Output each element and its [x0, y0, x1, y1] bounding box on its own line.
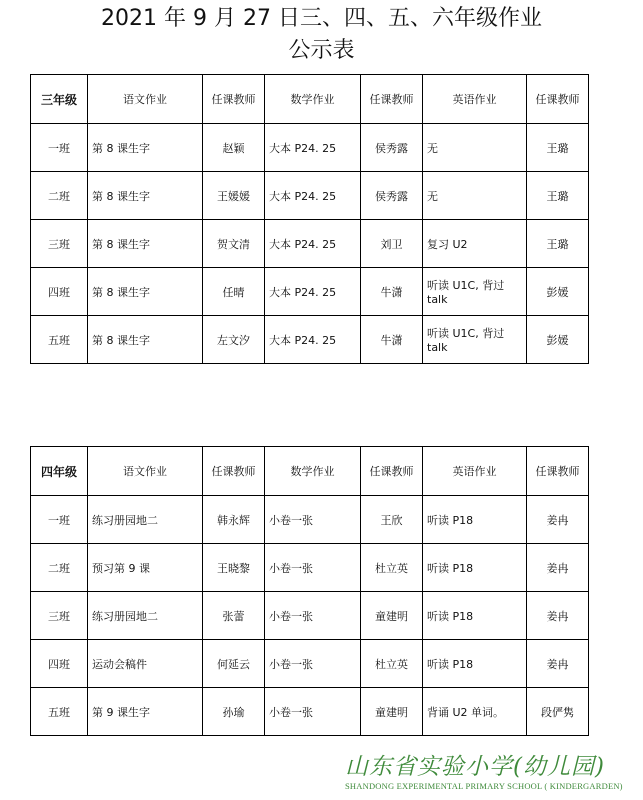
- table-header-row: [31, 447, 589, 496]
- english-teacher-cell: 彭媛: [527, 316, 589, 364]
- header-teacher: 任课教师: [361, 447, 423, 496]
- math-teacher-cell: 童建明: [361, 592, 423, 640]
- english-teacher-cell: 段俨隽: [527, 688, 589, 736]
- table-row: [31, 544, 589, 592]
- chinese-teacher-cell: 孙瑜: [203, 688, 265, 736]
- header-teacher: 任课教师: [527, 447, 589, 496]
- math-teacher-cell: 王欣: [361, 496, 423, 544]
- chinese-teacher-cell: 张蕾: [203, 592, 265, 640]
- chinese-teacher-cell: 何延云: [203, 640, 265, 688]
- header-teacher: 任课教师: [527, 75, 589, 124]
- math-teacher-cell: 牛潇: [361, 268, 423, 316]
- table-row: [31, 496, 589, 544]
- math-teacher-cell: 杜立英: [361, 640, 423, 688]
- page-title: 2021 年 9 月 27 日三、四、五、六年级作业: [101, 6, 542, 31]
- english-teacher-cell: 王璐: [527, 172, 589, 220]
- table-row: [31, 172, 589, 220]
- header-english: 英语作业: [423, 75, 527, 124]
- english-hw-cell: 无: [423, 172, 527, 220]
- table-row: [31, 640, 589, 688]
- header-chinese: 语文作业: [88, 447, 203, 496]
- english-teacher-cell: 姜冉: [527, 640, 589, 688]
- english-hw-cell: 听读 U1C, 背过 talk: [423, 268, 527, 316]
- english-hw-cell: 背诵 U2 单词。: [423, 688, 527, 736]
- math-hw-cell: 小卷一张: [265, 640, 361, 688]
- chinese-hw-cell: 运动会稿件: [88, 640, 203, 688]
- math-hw-cell: 大本 P24. 25: [265, 124, 361, 172]
- header-teacher: 任课教师: [203, 447, 265, 496]
- math-teacher-cell: 牛潇: [361, 316, 423, 364]
- chinese-teacher-cell: 左文汐: [203, 316, 265, 364]
- chinese-hw-cell: 第 8 课生字: [88, 268, 203, 316]
- english-teacher-cell: 姜冉: [527, 496, 589, 544]
- table-row: [31, 316, 589, 364]
- grade-label: 四年级: [31, 447, 88, 496]
- class-cell: 四班: [31, 640, 88, 688]
- class-cell: 二班: [31, 172, 88, 220]
- chinese-hw-cell: 第 8 课生字: [88, 220, 203, 268]
- school-name-en: SHANDONG EXPERIMENTAL PRIMARY SCHOOL ( KINDERGARDEN): [345, 781, 623, 791]
- math-teacher-cell: 童建明: [361, 688, 423, 736]
- math-teacher-cell: 侯秀露: [361, 124, 423, 172]
- table-row: [31, 220, 589, 268]
- table-row: [31, 592, 589, 640]
- chinese-hw-cell: 第 8 课生字: [88, 172, 203, 220]
- class-cell: 一班: [31, 496, 88, 544]
- grade-label: 三年级: [31, 75, 88, 124]
- english-hw-cell: 听读 P18: [423, 544, 527, 592]
- chinese-hw-cell: 第 8 课生字: [88, 124, 203, 172]
- chinese-teacher-cell: 韩永辉: [203, 496, 265, 544]
- math-hw-cell: 大本 P24. 25: [265, 172, 361, 220]
- english-hw-cell: 听读 P18: [423, 640, 527, 688]
- english-hw-cell: 复习 U2: [423, 220, 527, 268]
- math-hw-cell: 小卷一张: [265, 496, 361, 544]
- class-cell: 三班: [31, 592, 88, 640]
- table-row: [31, 688, 589, 736]
- chinese-teacher-cell: 王晓黎: [203, 544, 265, 592]
- header-chinese: 语文作业: [88, 75, 203, 124]
- page-subtitle: 公示表: [288, 38, 355, 63]
- math-hw-cell: 小卷一张: [265, 592, 361, 640]
- english-teacher-cell: 王璐: [527, 220, 589, 268]
- chinese-teacher-cell: 任晴: [203, 268, 265, 316]
- chinese-hw-cell: 第 9 课生字: [88, 688, 203, 736]
- english-teacher-cell: 彭媛: [527, 268, 589, 316]
- chinese-hw-cell: 第 8 课生字: [88, 316, 203, 364]
- class-cell: 一班: [31, 124, 88, 172]
- header-teacher: 任课教师: [203, 75, 265, 124]
- chinese-teacher-cell: 王媛媛: [203, 172, 265, 220]
- english-teacher-cell: 姜冉: [527, 592, 589, 640]
- english-teacher-cell: 王璐: [527, 124, 589, 172]
- math-teacher-cell: 杜立英: [361, 544, 423, 592]
- english-hw-cell: 听读 U1C, 背过 talk: [423, 316, 527, 364]
- class-cell: 五班: [31, 688, 88, 736]
- table-row: [31, 124, 589, 172]
- class-cell: 五班: [31, 316, 88, 364]
- header-math: 数学作业: [265, 75, 361, 124]
- math-hw-cell: 小卷一张: [265, 688, 361, 736]
- header-teacher: 任课教师: [361, 75, 423, 124]
- math-hw-cell: 小卷一张: [265, 544, 361, 592]
- math-hw-cell: 大本 P24. 25: [265, 268, 361, 316]
- header-math: 数学作业: [265, 447, 361, 496]
- table-header-row: [31, 75, 589, 124]
- chinese-hw-cell: 预习第 9 课: [88, 544, 203, 592]
- table-row: [31, 268, 589, 316]
- chinese-teacher-cell: 赵颖: [203, 124, 265, 172]
- english-hw-cell: 听读 P18: [423, 496, 527, 544]
- grade3-table: [30, 74, 589, 364]
- math-hw-cell: 大本 P24. 25: [265, 220, 361, 268]
- header-english: 英语作业: [423, 447, 527, 496]
- chinese-teacher-cell: 贺文清: [203, 220, 265, 268]
- class-cell: 二班: [31, 544, 88, 592]
- english-hw-cell: 无: [423, 124, 527, 172]
- math-hw-cell: 大本 P24. 25: [265, 316, 361, 364]
- school-name-cn: 山东省实验小学(幼儿园): [345, 754, 605, 780]
- math-teacher-cell: 刘卫: [361, 220, 423, 268]
- math-teacher-cell: 侯秀露: [361, 172, 423, 220]
- class-cell: 四班: [31, 268, 88, 316]
- chinese-hw-cell: 练习册园地二: [88, 496, 203, 544]
- grade4-table: [30, 446, 589, 736]
- english-hw-cell: 听读 P18: [423, 592, 527, 640]
- class-cell: 三班: [31, 220, 88, 268]
- chinese-hw-cell: 练习册园地二: [88, 592, 203, 640]
- english-teacher-cell: 姜冉: [527, 544, 589, 592]
- school-logo: [345, 748, 643, 791]
